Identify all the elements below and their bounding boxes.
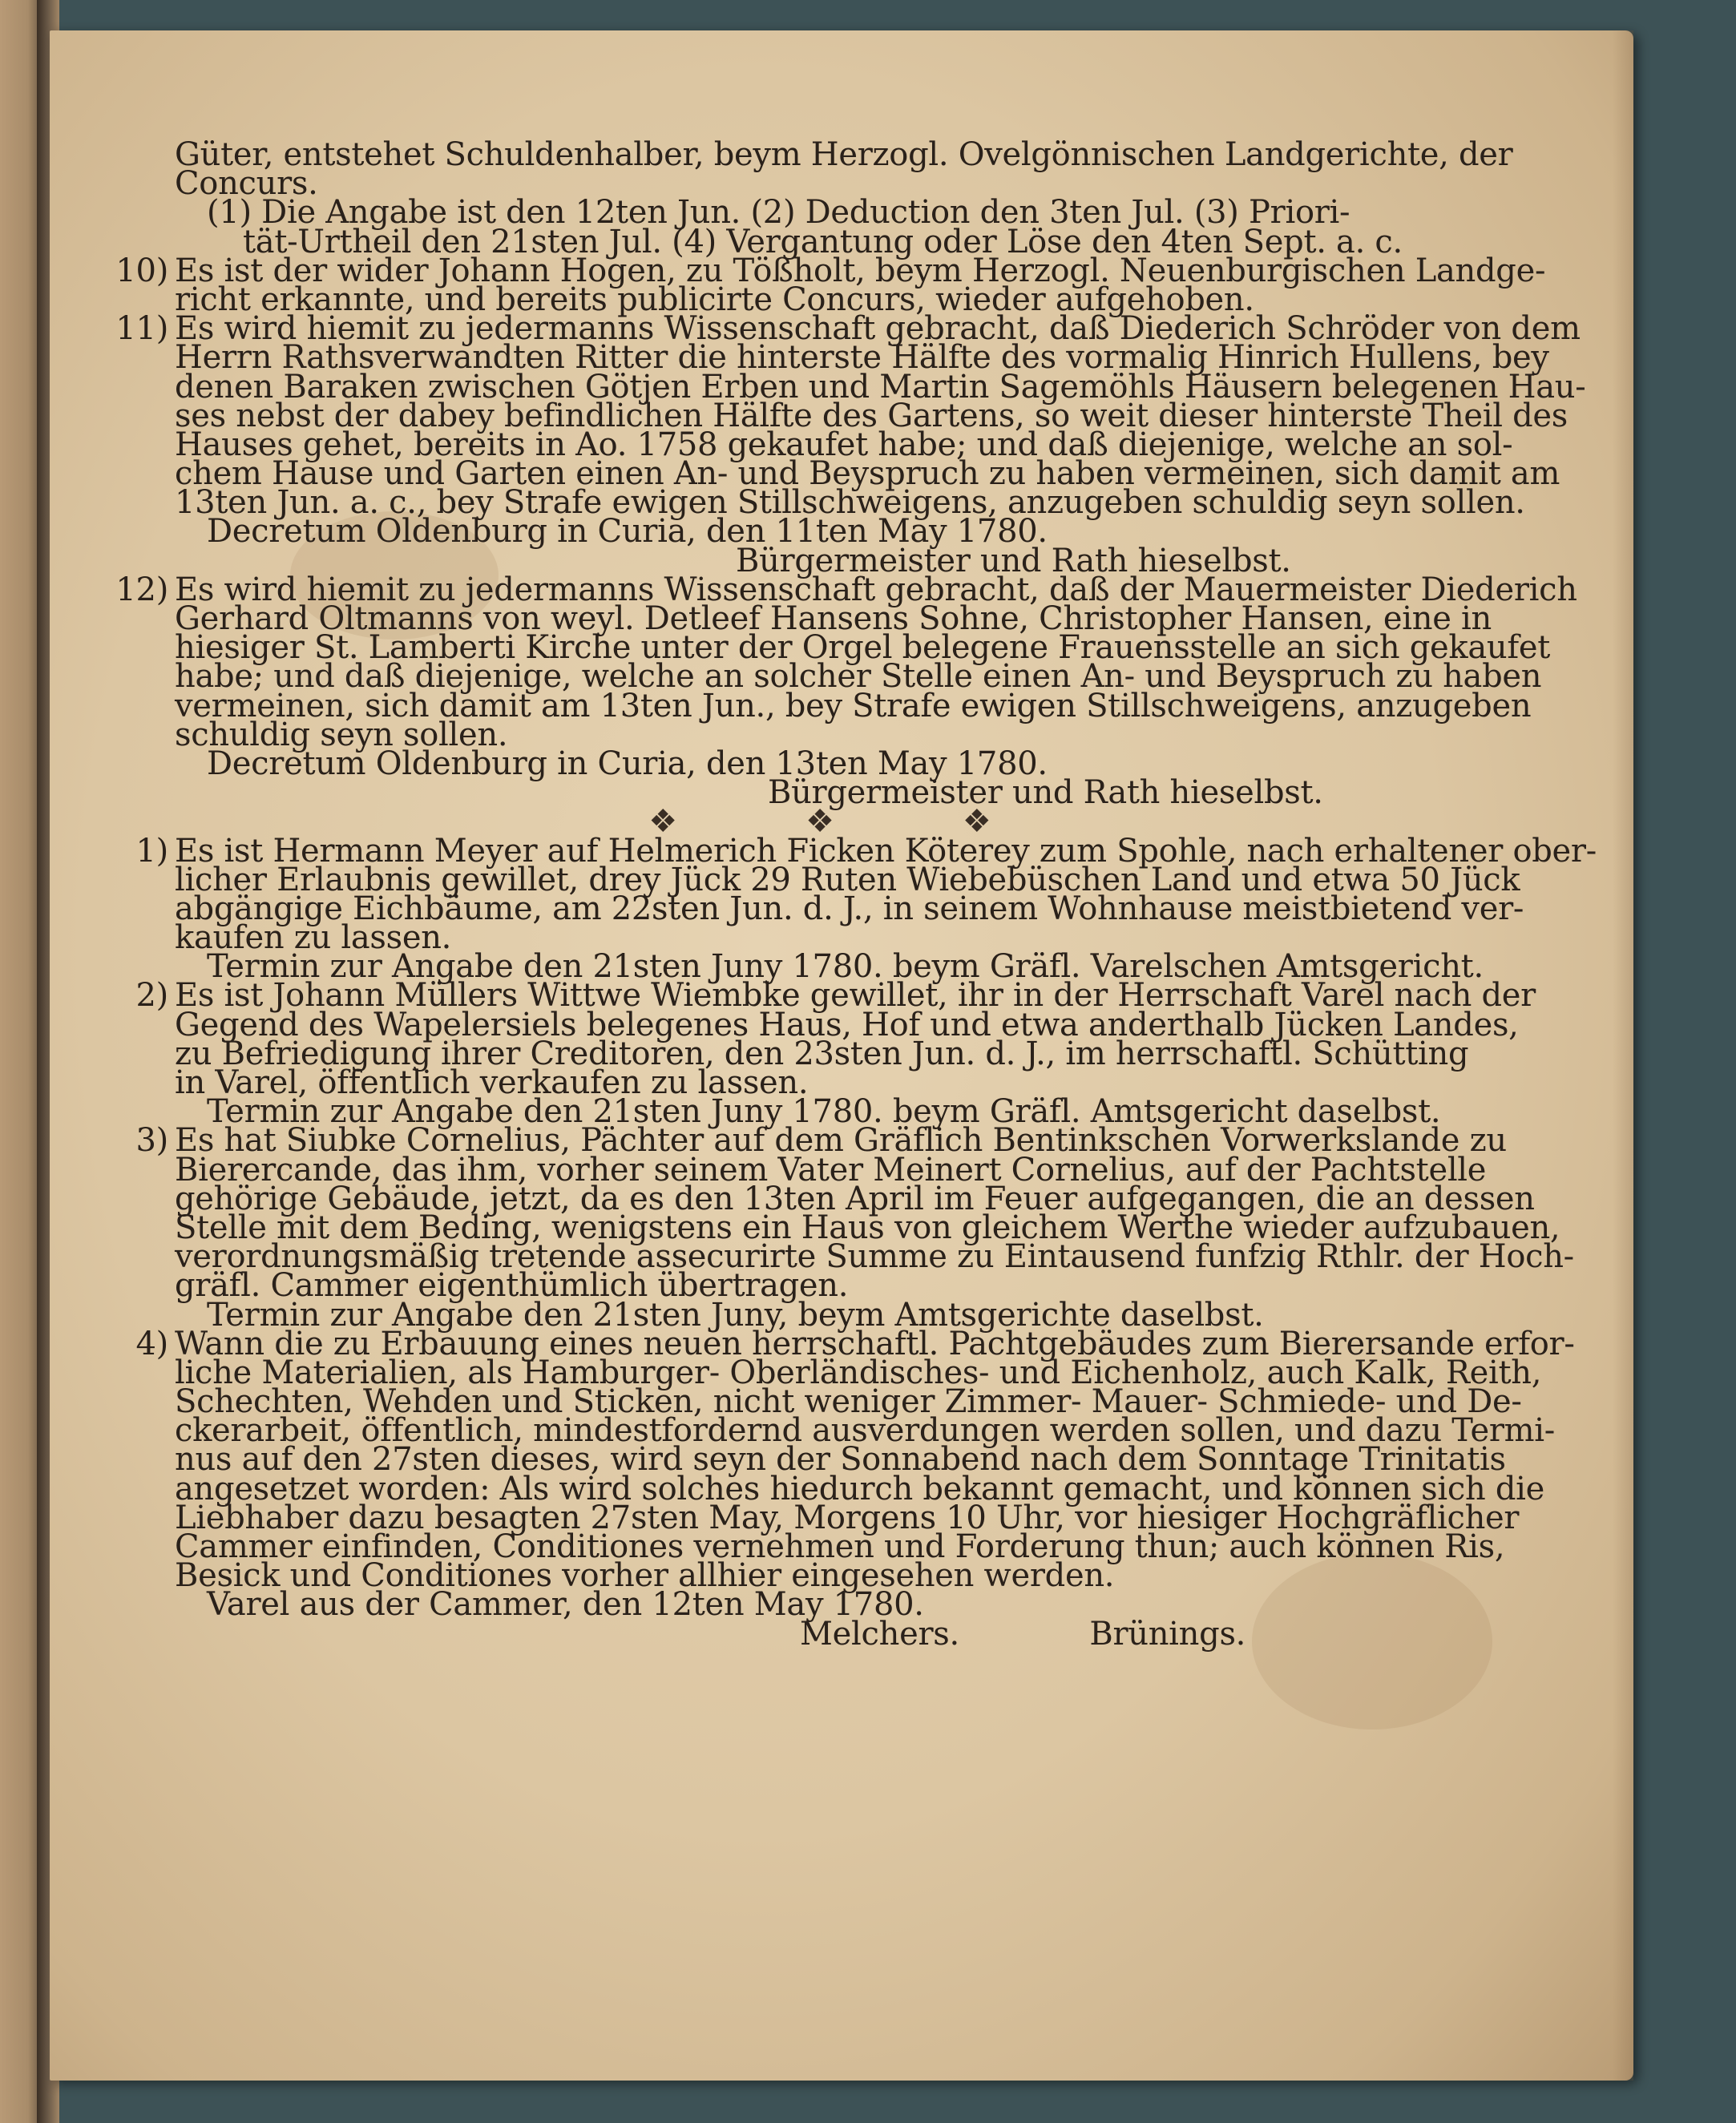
decree-line: Decretum Oldenburg in Curia, den 13ten May 1780. <box>207 745 1048 782</box>
notice-4 <box>135 1325 1575 1653</box>
notice-10 <box>115 252 1546 318</box>
text-line: Hauses gehet, bereits in Ao. 1758 gekaufet habe; und daß diejenige, welche an sol- <box>175 426 1513 463</box>
schedule-line: (1) Die Angabe ist den 12ten Jun. (2) Deduction den 3ten Jul. (3) Priori- <box>207 194 1350 232</box>
text-line: Es ist Hermann Meyer auf Helmerich Ficken Köterey zum Spohle, nach erhaltener ober- <box>175 832 1597 870</box>
text-line: gräfl. Cammer eigenthümlich übertragen. <box>175 1267 849 1305</box>
text-line: Es hat Siubke Cornelius, Pächter auf dem Gräflich Bentinkschen Vorwerkslande zu <box>175 1122 1507 1160</box>
signatures <box>175 1615 1465 1653</box>
text-line: Güter, entstehet Schuldenhalber, beym Herzogl. Ovelgönnischen Landgerichte, der <box>175 136 1513 173</box>
signature-line: Bürgermeister und Rath hieselbst. <box>768 774 1323 812</box>
text-line: ckerarbeit, öffentlich, mindestfordernd ausverdungen werden sollen, und dazu Termi- <box>175 1412 1556 1450</box>
place-date-line: Varel aus der Cammer, den 12ten May 1780. <box>207 1586 924 1624</box>
notice-3 <box>135 1122 1574 1334</box>
text-line: Stelle mit dem Beding, wenigstens ein Haus von gleichem Werthe wieder aufzubauen, <box>175 1209 1560 1246</box>
item-number: 11) <box>115 310 168 348</box>
notice-11 <box>115 310 1586 579</box>
text-line: chem Hause und Garten einen An- und Beyspruch zu haben vermeinen, sich damit am <box>175 455 1560 493</box>
item-number: 10) <box>115 252 168 289</box>
item-number: 4) <box>135 1325 168 1362</box>
text-line: Concurs. <box>175 165 318 203</box>
text-line: Biererсande, das ihm, vorher seinem Vater Meinert Cornelius, auf der Pachtstelle <box>175 1151 1487 1189</box>
signature-line: Bürgermeister und Rath hieselbst. <box>736 542 1291 579</box>
text-line: hiesiger St. Lamberti Kirche unter der Orgel belegene Frauensstelle an sich gekaufet <box>175 629 1551 667</box>
text-line: Gegend des Wapelersiels belegenes Haus, Hof und etwa anderthalb Jücken Landes, <box>175 1006 1519 1043</box>
notice-12 <box>115 571 1577 812</box>
decree-line: Decretum Oldenburg in Curia, den 11ten May 1780. <box>207 513 1048 551</box>
text-line: zu Befriedigung ihrer Creditoren, den 23sten Jun. d. J., im herrschaftl. Schütting <box>175 1035 1469 1072</box>
text-line: 13ten Jun. a. c., bey Strafe ewigen Stillschweigens, anzugeben schuldig seyn sollen. <box>175 484 1525 522</box>
text-line: Es ist der wider Johann Hogen, zu Tößholt, beym Herzogl. Neuenburgischen Landge- <box>175 252 1546 289</box>
term-line: Termin zur Angabe den 21sten Juny 1780. beym Gräfl. Varelschen Amtsgericht. <box>207 948 1484 986</box>
text-line: richt erkannte, und bereits publicirte Concurs, wieder aufgehoben. <box>175 281 1254 318</box>
item-number: 2) <box>135 977 168 1015</box>
text-line: ses nebst der dabey befindlichen Hälfte des Gartens, so weit dieser hinterste Theil des <box>175 397 1568 434</box>
term-line: Termin zur Angabe den 21sten Juny, beym Amtsgerichte daselbst. <box>207 1296 1264 1334</box>
page-text <box>115 136 1597 1653</box>
text-line: Schechten, Wehden und Sticken, nicht weniger Zimmer- Mauer- Schmiede- und De- <box>175 1383 1522 1421</box>
text-line: kaufen zu lassen. <box>175 919 452 957</box>
text-line: in Varel, öffentlich verkaufen zu lassen. <box>175 1064 809 1101</box>
text-line: licher Erlaubnis gewillet, drey Jück 29 Ruten Wiebebüschen Land und etwa 50 Jück <box>175 861 1520 898</box>
text-line: Es ist Johann Müllers Wittwe Wiembke gewillet, ihr in der Herrschaft Varel nach der <box>175 977 1536 1015</box>
item-number: 1) <box>135 832 168 870</box>
item-number: 12) <box>115 571 168 608</box>
text-line: Besick und Conditiones vorher allhier eingesehen werden. <box>175 1557 1115 1595</box>
notice-1 <box>135 832 1597 986</box>
text-line: gehörige Gebäude, jetzt, da es den 13ten April im Feuer aufgegangen, die an dessen <box>175 1180 1535 1217</box>
section-separator-ornament: ❖❖❖ <box>648 803 1120 841</box>
text-line: vermeinen, sich damit am 13ten Jun., bey Strafe ewigen Stillschweigens, anzugeben <box>175 687 1532 724</box>
text-line: denen Baraken zwischen Götjen Erben und Martin Sagemöhls Häusern belegenen Hau- <box>175 368 1586 406</box>
schedule-line: tät-Urtheil den 21sten Jul. (4) Vergantung oder Löse den 4ten Sept. a. c. <box>243 223 1403 260</box>
text-line: verordnungsmäßig tretende assecurirte Summe zu Eintausend funfzig Rthlr. der Hoch- <box>175 1238 1574 1276</box>
signer-melchers: Melchers. <box>800 1615 959 1653</box>
page-edge-shadow <box>1613 30 1633 2081</box>
text-line: Wann die zu Erbauung eines neuen herrschaftl. Pachtgebäudes zum Bierersande erfor- <box>175 1325 1575 1362</box>
text-line: Es wird hiemit zu jedermanns Wissenschaft gebracht, daß Diederich Schröder von dem <box>175 310 1581 348</box>
item-number: 3) <box>135 1122 168 1160</box>
text-line: Herrn Rathsverwandten Ritter die hinterste Hälfte des vormalig Hinrich Hullens, bey <box>175 339 1549 377</box>
text-line: nus auf den 27sten dieses, wird seyn der Sonnabend nach dem Sonntage Trinitatis <box>175 1441 1506 1479</box>
signer-brunings: Brünings. <box>1089 1615 1246 1653</box>
text-line: liche Materialien, als Hamburger- Oberländisches- und Eichenholz, auch Kalk, Reith, <box>175 1354 1542 1391</box>
term-line: Termin zur Angabe den 21sten Juny 1780. beym Gräfl. Amtsgericht daselbst. <box>207 1093 1441 1131</box>
text-line: Cammer einfinden, Conditiones vernehmen und Forderung thun; auch können Ris, <box>175 1528 1505 1565</box>
text-line: Liebhaber dazu besagten 27sten May, Morgens 10 Uhr, vor hiesiger Hochgräflicher <box>175 1499 1520 1536</box>
text-line: schuldig seyn sollen. <box>175 716 508 753</box>
text-line: habe; und daß diejenige, welche an solcher Stelle einen An- und Beyspruch zu haben <box>175 658 1542 696</box>
notice-2 <box>135 977 1536 1131</box>
text-line: abgängige Eichbäume, am 22sten Jun. d. J., in seinem Wohnhause meistbietend ver- <box>175 890 1524 927</box>
text-line: angesetzet worden: Als wird solches hiedurch bekannt gemacht, und können sich die <box>175 1470 1545 1507</box>
text-line: Es wird hiemit zu jedermanns Wissenschaft gebracht, daß der Mauermeister Diederich <box>175 571 1577 608</box>
text-line: Gerhard Oltmanns von weyl. Detleef Hansens Sohne, Christopher Hansen, eine in <box>175 600 1492 637</box>
